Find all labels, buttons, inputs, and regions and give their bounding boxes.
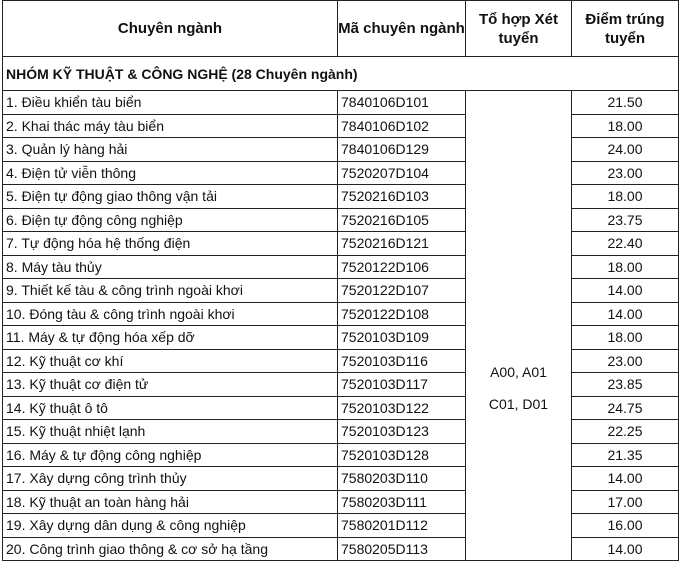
major-name-cell: 4. Điện tử viễn thông (3, 161, 338, 185)
table-header-row (3, 1, 679, 57)
major-code-cell: 7520122D106 (338, 255, 466, 279)
combo-line-1: A00, A01 (490, 364, 547, 380)
header-code: Mã chuyên ngành (338, 1, 466, 57)
group-row (3, 57, 679, 91)
major-code-cell: 7520103D116 (338, 349, 466, 373)
major-code-cell: 7580201D112 (338, 514, 466, 538)
table-row (3, 232, 679, 256)
major-name-cell: 12. Kỹ thuật cơ khí (3, 349, 338, 373)
header-combo: Tổ hợp Xét tuyển (466, 1, 572, 57)
major-name-cell: 8. Máy tàu thủy (3, 255, 338, 279)
major-name-cell: 13. Kỹ thuật cơ điện tử (3, 373, 338, 397)
table-row (3, 302, 679, 326)
major-code-cell: 7520207D104 (338, 161, 466, 185)
major-code-cell: 7840106D129 (338, 138, 466, 162)
major-name-cell: 3. Quản lý hàng hải (3, 138, 338, 162)
table-row (3, 279, 679, 303)
major-name-cell: 7. Tự động hóa hệ thống điện (3, 232, 338, 256)
score-cell: 14.00 (572, 279, 679, 303)
major-code-cell: 7520216D103 (338, 185, 466, 209)
major-code-cell: 7520216D121 (338, 232, 466, 256)
score-cell: 14.00 (572, 467, 679, 491)
table-row (3, 138, 679, 162)
major-code-cell: 7840106D102 (338, 114, 466, 138)
table-row (3, 537, 679, 561)
score-cell: 21.35 (572, 443, 679, 467)
major-name-cell: 18. Kỹ thuật an toàn hàng hải (3, 490, 338, 514)
score-cell: 14.00 (572, 302, 679, 326)
table-row (3, 255, 679, 279)
score-cell: 22.25 (572, 420, 679, 444)
major-code-cell: 7520103D109 (338, 326, 466, 350)
score-cell: 18.00 (572, 255, 679, 279)
major-name-cell: 20. Công trình giao thông & cơ sở hạ tầng (3, 537, 338, 561)
table-row (3, 467, 679, 491)
score-cell: 23.75 (572, 208, 679, 232)
major-code-cell: 7580203D110 (338, 467, 466, 491)
group-title: NHÓM KỸ THUẬT & CÔNG NGHỆ (28 Chuyên ngành) (3, 57, 679, 91)
table-row (3, 161, 679, 185)
table-row (3, 185, 679, 209)
score-cell: 18.00 (572, 326, 679, 350)
table-row (3, 208, 679, 232)
major-code-cell: 7580203D111 (338, 490, 466, 514)
major-name-cell: 9. Thiết kế tàu & công trình ngoài khơi (3, 279, 338, 303)
major-code-cell: 7520103D128 (338, 443, 466, 467)
table-row (3, 326, 679, 350)
major-name-cell: 15. Kỹ thuật nhiệt lạnh (3, 420, 338, 444)
table-row (3, 514, 679, 538)
combo-cell (466, 91, 572, 561)
table-row (3, 420, 679, 444)
combo-line-2: C01, D01 (488, 396, 549, 412)
major-code-cell: 7520122D107 (338, 279, 466, 303)
table-body (3, 91, 679, 561)
score-cell: 23.00 (572, 161, 679, 185)
major-code-cell: 7520103D123 (338, 420, 466, 444)
major-code-cell: 7840106D101 (338, 91, 466, 115)
major-name-cell: 16. Máy & tự động công nghiệp (3, 443, 338, 467)
table-row (3, 349, 679, 373)
table-row (3, 91, 679, 115)
score-cell: 24.75 (572, 396, 679, 420)
score-cell: 17.00 (572, 490, 679, 514)
major-name-cell: 5. Điện tự động giao thông vận tải (3, 185, 338, 209)
major-name-cell: 2. Khai thác máy tàu biển (3, 114, 338, 138)
admission-scores-table (2, 0, 679, 561)
score-cell: 23.00 (572, 349, 679, 373)
score-cell: 14.00 (572, 537, 679, 561)
major-code-cell: 7520103D122 (338, 396, 466, 420)
table-row (3, 373, 679, 397)
score-cell: 18.00 (572, 185, 679, 209)
score-cell: 23.85 (572, 373, 679, 397)
major-name-cell: 19. Xây dựng dân dụng & công nghiệp (3, 514, 338, 538)
header-major: Chuyên ngành (3, 1, 338, 57)
major-name-cell: 6. Điện tự động công nghiệp (3, 208, 338, 232)
major-code-cell: 7520103D117 (338, 373, 466, 397)
score-cell: 16.00 (572, 514, 679, 538)
table-row (3, 443, 679, 467)
major-name-cell: 17. Xây dựng công trình thủy (3, 467, 338, 491)
major-code-cell: 7520216D105 (338, 208, 466, 232)
score-cell: 22.40 (572, 232, 679, 256)
major-name-cell: 10. Đóng tàu & công trình ngoài khơi (3, 302, 338, 326)
major-code-cell: 7580205D113 (338, 537, 466, 561)
score-cell: 18.00 (572, 114, 679, 138)
score-cell: 24.00 (572, 138, 679, 162)
score-cell: 21.50 (572, 91, 679, 115)
table-row (3, 490, 679, 514)
major-name-cell: 11. Máy & tự động hóa xếp dỡ (3, 326, 338, 350)
table-row (3, 114, 679, 138)
major-name-cell: 1. Điều khiển tàu biển (3, 91, 338, 115)
header-score: Điểm trúng tuyển (572, 1, 679, 57)
major-name-cell: 14. Kỹ thuật ô tô (3, 396, 338, 420)
table-row (3, 396, 679, 420)
major-code-cell: 7520122D108 (338, 302, 466, 326)
